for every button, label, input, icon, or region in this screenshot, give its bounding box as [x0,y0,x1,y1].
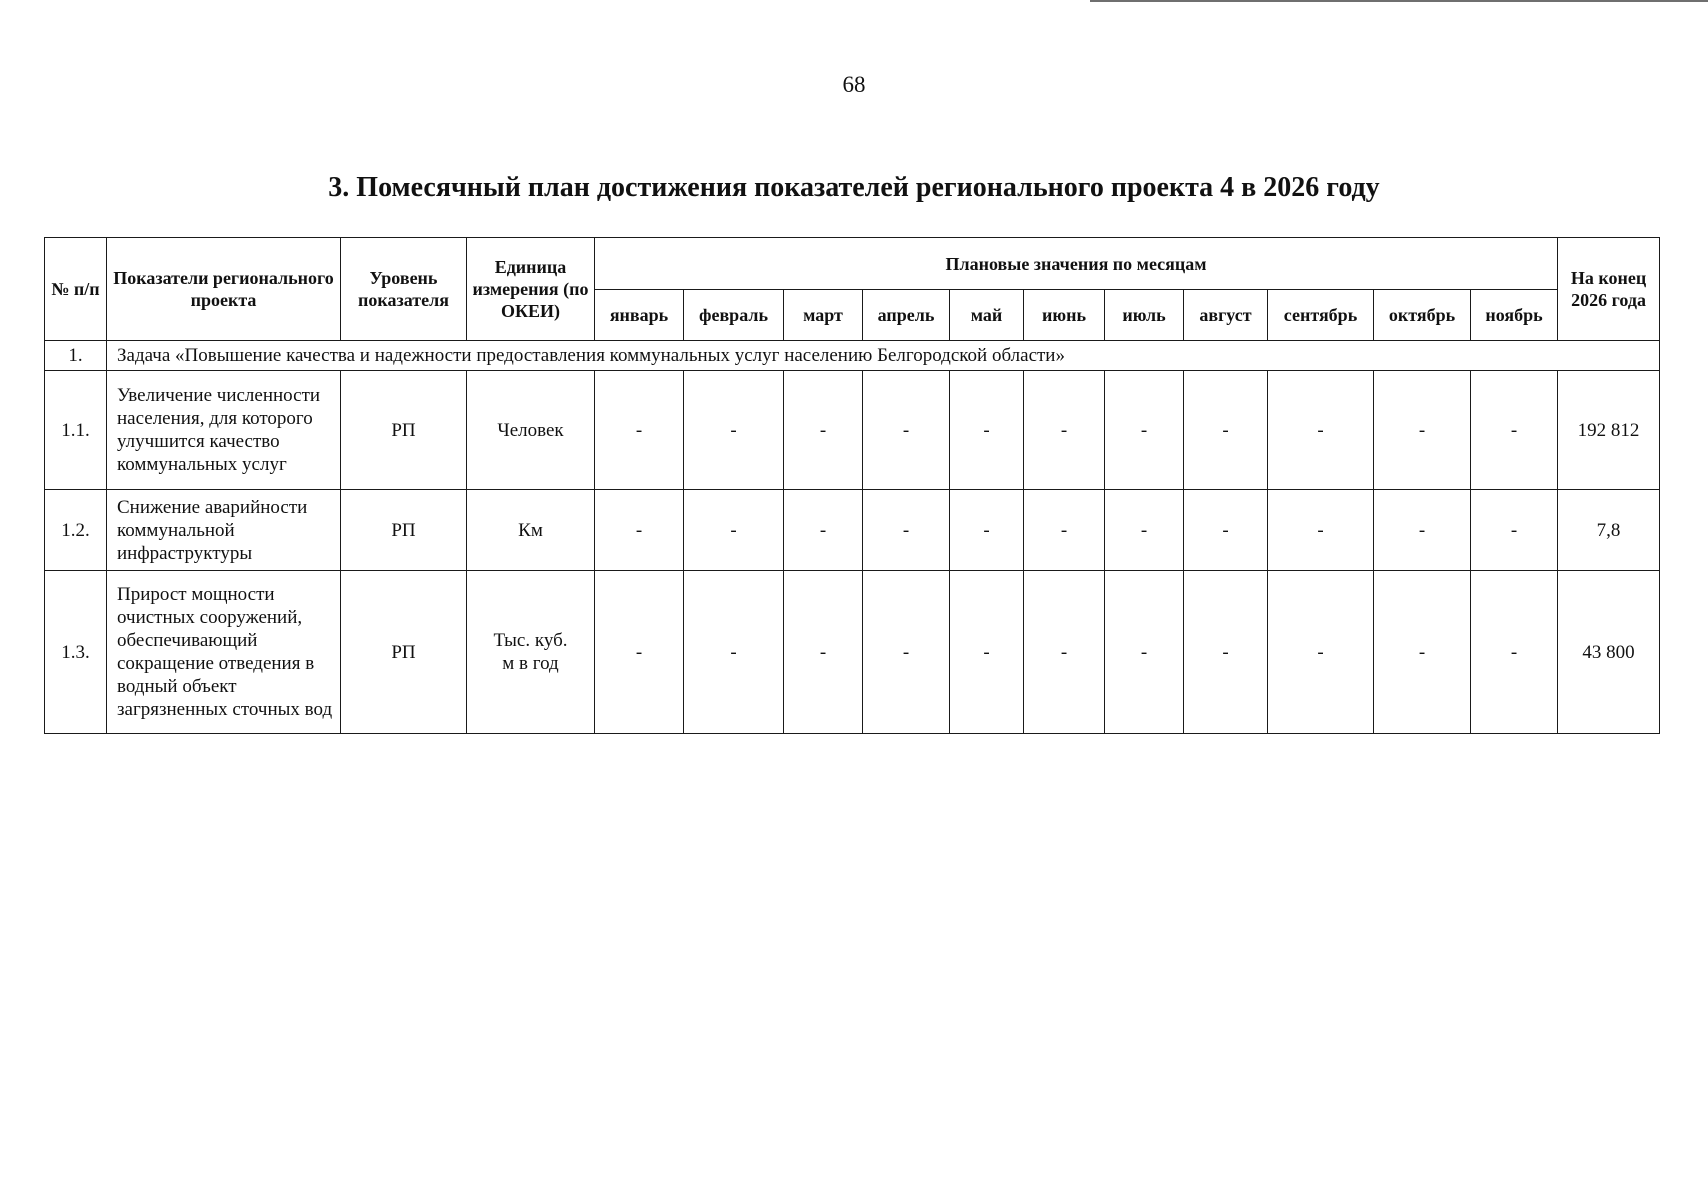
month-value: - [684,490,784,571]
row-number: 1.2. [45,490,107,571]
month-value: - [950,571,1024,734]
month-value: - [1268,490,1374,571]
end-of-year-value: 7,8 [1558,490,1660,571]
month-value: - [863,371,950,490]
month-value: - [1471,571,1558,734]
month-value: - [1374,571,1471,734]
header-num: № п/п [45,238,107,341]
month-value: - [595,490,684,571]
page-number: 68 [842,72,866,97]
monthly-plan-table [44,237,1660,734]
indicator-name: Прирост мощности очистных сооружений, обеспечивающий сокращение отведения в водный объект загрязненных сточных вод [107,571,341,734]
month-value: - [1184,571,1268,734]
indicator-level: РП [341,571,467,734]
row-number: 1.3. [45,571,107,734]
month-value: - [1024,490,1105,571]
header-unit: Единица измерения (по ОКЕИ) [467,238,595,341]
month-value: - [684,371,784,490]
end-of-year-value: 192 812 [1558,371,1660,490]
month-value: - [1184,490,1268,571]
row-number: 1.1. [45,371,107,490]
header-month: сентябрь [1268,290,1374,341]
indicator-name: Увеличение численности населения, для которого улучшится качество коммунальных услуг [107,371,341,490]
indicator-unit: Км [467,490,595,571]
header-month: апрель [863,290,950,341]
month-value: - [684,571,784,734]
month-value: - [1268,371,1374,490]
task-row [45,341,1660,371]
month-value: - [1374,490,1471,571]
header-end-of-year: На конец 2026 года [1558,238,1660,341]
header-month: март [784,290,863,341]
table-row [45,571,1660,734]
header-month: январь [595,290,684,341]
header-indicator: Показатели регионального проекта [107,238,341,341]
indicator-name: Снижение аварийности коммунальной инфраструктуры [107,490,341,571]
header-month: февраль [684,290,784,341]
table-row [45,371,1660,490]
month-value: - [1024,571,1105,734]
header-month: май [950,290,1024,341]
month-value: - [1184,371,1268,490]
end-of-year-value: 43 800 [1558,571,1660,734]
header-row-1 [45,238,1660,290]
month-value: - [1105,371,1184,490]
month-value: - [1471,371,1558,490]
month-value: - [1105,490,1184,571]
header-month: июнь [1024,290,1105,341]
month-value: - [595,371,684,490]
month-value: - [950,371,1024,490]
header-monthly-group: Плановые значения по месяцам [595,238,1558,290]
month-value: - [1471,490,1558,571]
month-value: - [1374,371,1471,490]
header-month: октябрь [1374,290,1471,341]
header-month: август [1184,290,1268,341]
month-value: - [863,571,950,734]
table-body [45,341,1660,734]
monthly-plan-table-wrapper [44,237,1659,734]
header-level: Уровень показателя [341,238,467,341]
month-value: - [784,490,863,571]
header-month: июль [1105,290,1184,341]
scan-edge-rule [1090,0,1708,2]
task-text: Задача «Повышение качества и надежности предоставления коммунальных услуг населению Белгородской области» [107,341,1660,371]
table-row [45,490,1660,571]
month-value: - [784,371,863,490]
month-value: - [1105,571,1184,734]
indicator-unit: Тыс. куб. м в год [467,571,595,734]
indicator-level: РП [341,371,467,490]
month-value: - [950,490,1024,571]
month-value: - [595,571,684,734]
month-value: - [863,490,950,571]
month-value: - [1024,371,1105,490]
indicator-level: РП [341,490,467,571]
month-value: - [784,571,863,734]
month-value: - [1268,571,1374,734]
header-month: ноябрь [1471,290,1558,341]
task-number: 1. [45,341,107,371]
table-header [45,238,1660,341]
section-title: 3. Помесячный план достижения показателей регионального проекта 4 в 2026 году [328,172,1380,203]
indicator-unit: Человек [467,371,595,490]
